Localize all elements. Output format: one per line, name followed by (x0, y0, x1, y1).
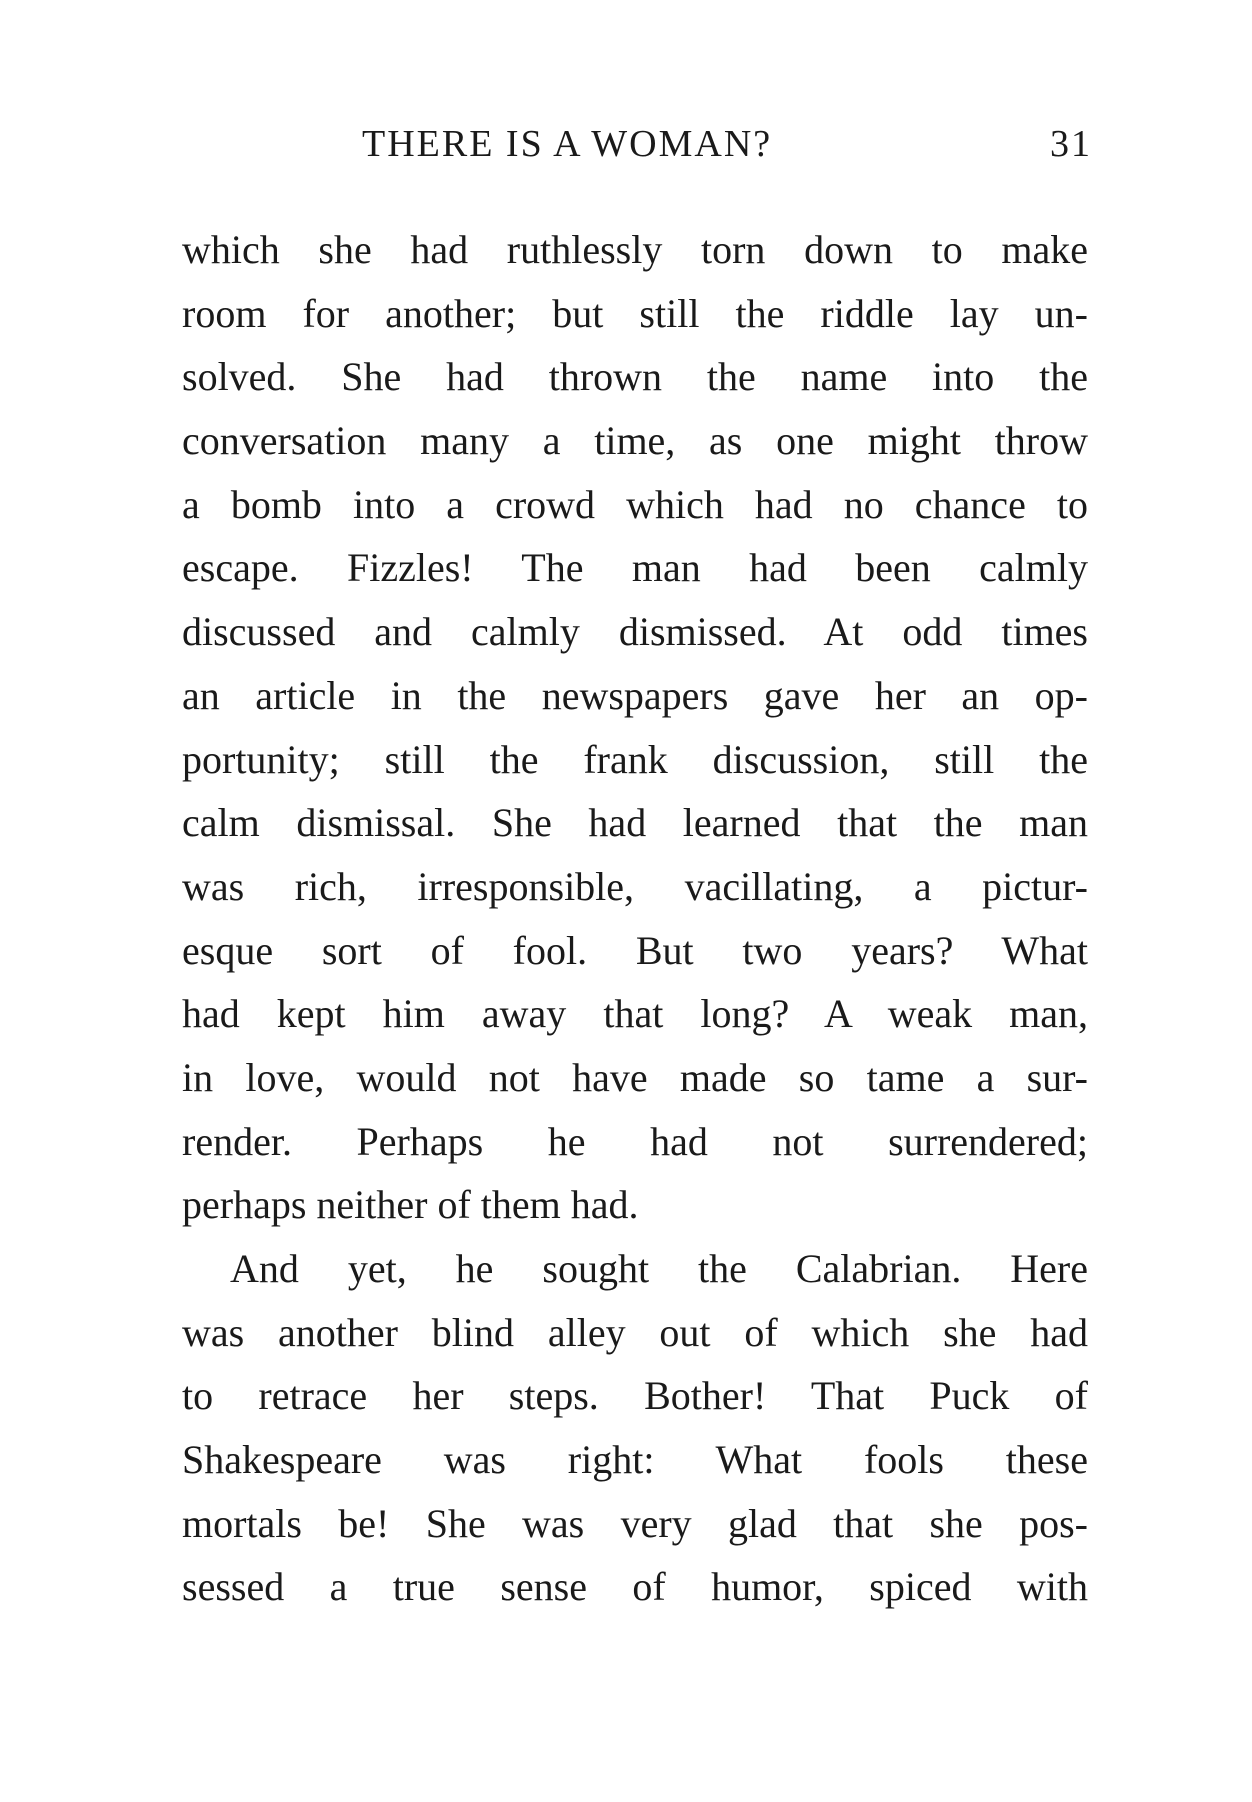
text-line: render. Perhaps he had not surrendered; (182, 1118, 1088, 1164)
text-line: in love, would not have made so tame a sur- (182, 1054, 1088, 1100)
text-line: And yet, he sought the Calabrian. Here (230, 1246, 1088, 1291)
text-line: mortals be! She was very glad that she pos- (182, 1500, 1088, 1546)
text-line: escape. Fizzles! The man had been calmly (182, 545, 1088, 591)
text-line: was rich, irresponsible, vacillating, a pictur- (182, 863, 1088, 909)
text-line: esque sort of fool. But two years? What (182, 927, 1088, 973)
text-line: was another blind alley out of which she had (182, 1309, 1088, 1355)
running-title: THERE IS A WOMAN? (362, 123, 773, 165)
page-number: 31 (1050, 123, 1092, 165)
page-header (362, 122, 1092, 182)
text-line: discussed and calmly dismissed. At odd times (182, 609, 1088, 655)
text-line: a bomb into a crowd which had no chance to (182, 481, 1088, 527)
text-line: room for another; but still the riddle lay un- (182, 290, 1088, 336)
text-line: Shakespeare was right: What fools these (182, 1437, 1088, 1483)
text-line: had kept him away that long? A weak man, (182, 991, 1088, 1037)
text-line: conversation many a time, as one might throw (182, 418, 1088, 464)
text-line: calm dismissal. She had learned that the man (182, 800, 1088, 846)
text-line: to retrace her steps. Bother! That Puck of (182, 1373, 1088, 1419)
text-line: portunity; still the frank discussion, still the (182, 736, 1088, 782)
text-line: which she had ruthlessly torn down to make (182, 227, 1088, 272)
text-line: an article in the newspapers gave her an op- (182, 672, 1088, 718)
text-line: solved. She had thrown the name into the (182, 354, 1088, 400)
text-line: sessed a true sense of humor, spiced with (182, 1564, 1088, 1610)
page-body (182, 218, 1088, 1619)
text-line: perhaps neither of them had. (182, 1182, 639, 1228)
